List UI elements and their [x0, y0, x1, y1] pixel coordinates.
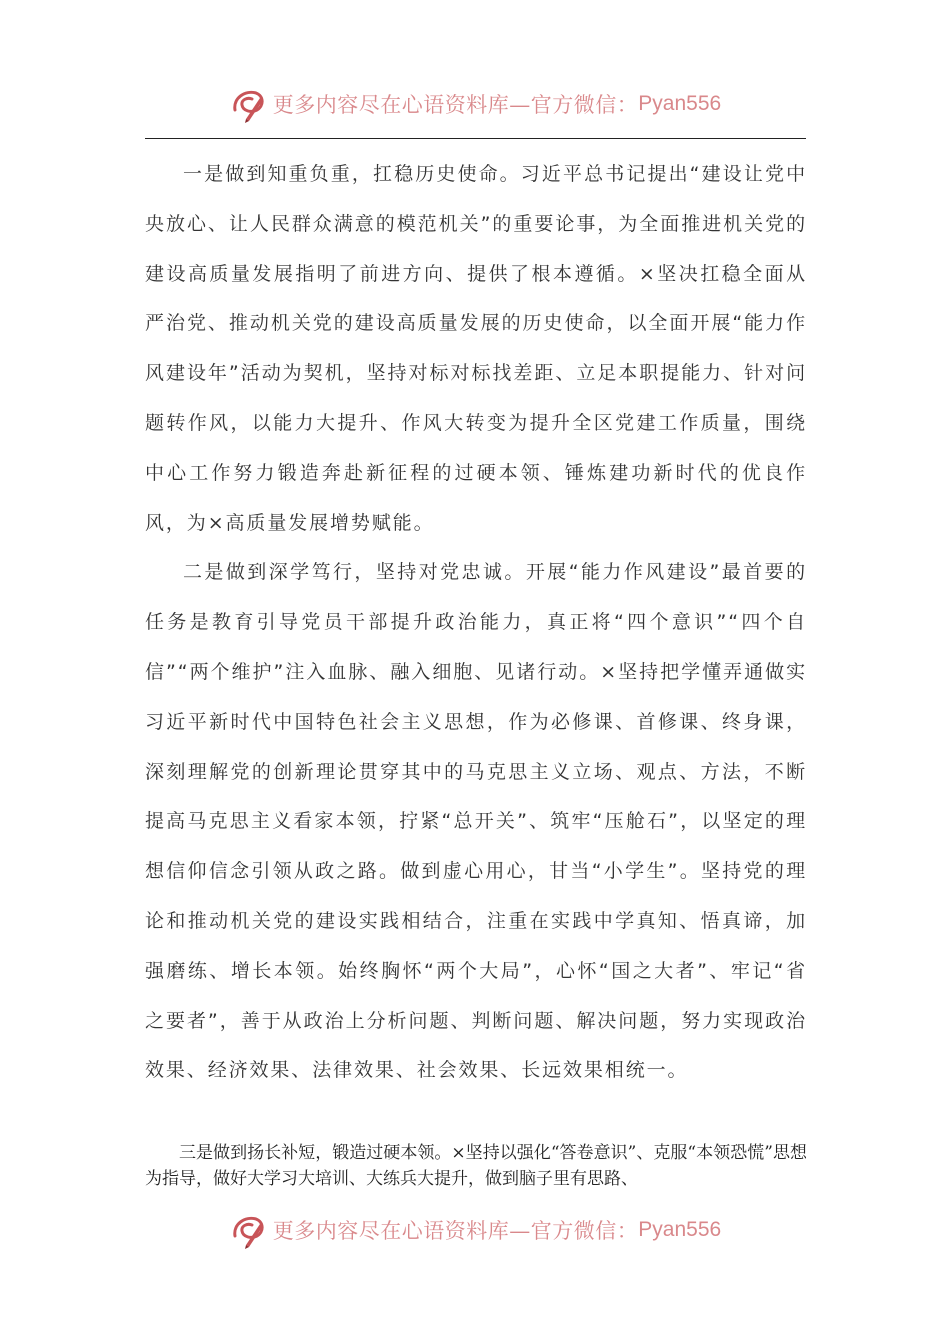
- banner-text: 更多内容尽在心语资料库—官方微信：: [272, 93, 639, 117]
- pen-swirl-logo-icon: [229, 1210, 269, 1250]
- paragraph-3: 三是做到扬长补短，锻造过硬本领。×坚持以强化“答卷意识”、克服“本领恐慌”思想为指导，做好大学习大培训、大练兵大提升，做到脑子里有思路、: [145, 1143, 807, 1189]
- paragraph-1: 一是做到知重负重，扛稳历史使命。习近平总书记提出“建设让党中央放心、让人民群众满意的模范机关”的重要论事，为全面推进机关党的建设高质量发展指明了前进方向、提供了根本遵循。×坚决扛稳全面从严治党、推动机关党的建设高质量发展的历史使命，以全面开展“能力作风建设年”活动为契机，坚持对标对标找差距、立足本职提能力、针对问题转作风，以能力大提升、作风大转变为提升全区党建工作质量，围绕中心工作努力锻造奔赴新征程的过硬本领、锤炼建功新时代的优良作风，为×高质量发展增势赋能。: [145, 163, 807, 534]
- footer-banner: [0, 1210, 950, 1250]
- pen-swirl-logo-icon: [229, 84, 269, 124]
- header-banner: [0, 84, 950, 124]
- banner-text: 更多内容尽在心语资料库—官方微信：: [272, 1219, 639, 1243]
- document-body-continued: [145, 1140, 807, 1192]
- document-body: [145, 150, 807, 1096]
- header-divider: [145, 138, 806, 139]
- banner-wechat-id: Pyan556: [638, 1218, 722, 1241]
- banner-wechat-id: Pyan556: [638, 92, 722, 115]
- paragraph-2: 二是做到深学笃行，坚持对党忠诚。开展“能力作风建设”最首要的任务是教育引导党员干部提升政治能力，真正将“四个意识”“四个自信”“两个维护”注入血脉、融入细胞、见诸行动。×坚持把学懂弄通做实习近平新时代中国特色社会主义思想，作为必修课、首修课、终身课，深刻理解党的创新理论贯穿其中的马克思主义立场、观点、方法，不断提高马克思主义看家本领，拧紧“总开关”、筑牢“压舱石”，以坚定的理想信仰信念引领从政之路。做到虚心用心，甘当“小学生”。坚持党的理论和推动机关党的建设实践相结合，注重在实践中学真知、悟真谛，加强磨练、增长本领。始终胸怀“两个大局”，心怀“国之大者”、牢记“省之要者”，善于从政治上分析问题、判断问题、解决问题，努力实现政治效果、经济效果、法律效果、社会效果、长远效果相统一。: [145, 561, 807, 1082]
